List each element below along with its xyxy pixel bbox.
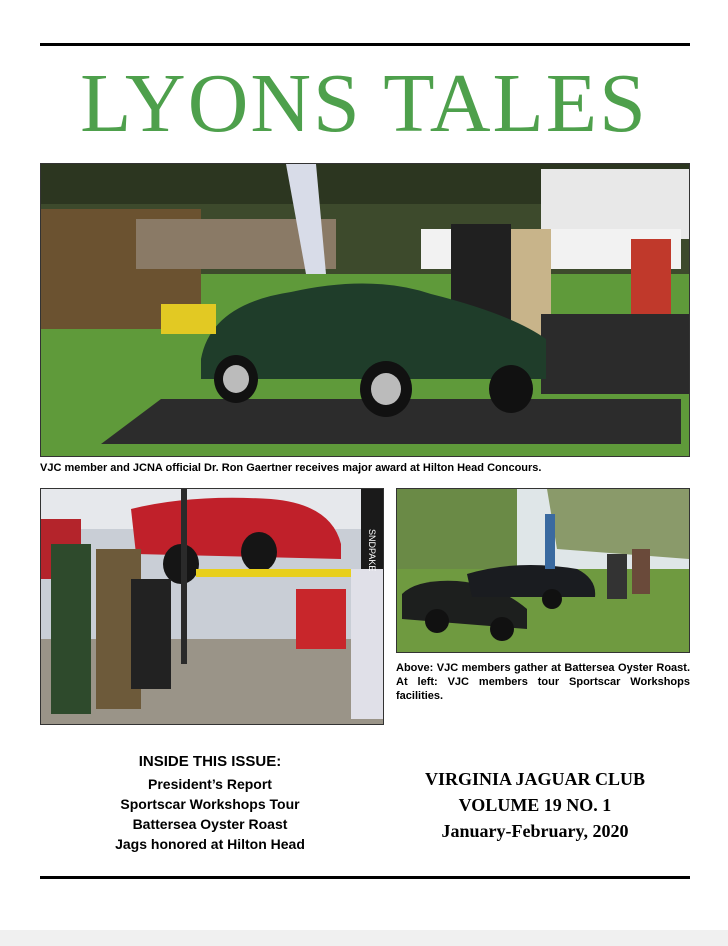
club-info bbox=[385, 766, 685, 844]
page-footer-band bbox=[0, 930, 728, 946]
contents-list bbox=[60, 774, 360, 854]
inside-this-issue bbox=[60, 752, 360, 854]
club-name: VIRGINIA JAGUAR CLUB bbox=[424, 769, 646, 789]
oyster-photo-caption: Above: VJC members gather at Battersea Oyster Roast. At left: VJC members tour Sportscar Workshops facilities. bbox=[396, 662, 690, 702]
inside-heading: INSIDE THIS ISSUE: bbox=[138, 753, 282, 770]
oyster-roast-photo bbox=[396, 488, 690, 653]
contents-item: Battersea Oyster Roast bbox=[132, 816, 288, 832]
contents-item: President’s Report bbox=[148, 776, 272, 792]
issue-date: January-February, 2020 bbox=[441, 821, 629, 841]
contents-item: Sportscar Workshops Tour bbox=[120, 796, 300, 812]
workshop-tour-photo bbox=[40, 488, 384, 725]
main-photo-caption: VJC member and JCNA official Dr. Ron Gaertner receives major award at Hilton Head Concours. bbox=[40, 462, 542, 474]
bottom-rule bbox=[40, 876, 690, 879]
contents-item: Jags honored at Hilton Head bbox=[115, 836, 305, 852]
masthead-title: LYONS TALES bbox=[80, 57, 648, 150]
volume-number: VOLUME 19 NO. 1 bbox=[458, 795, 612, 815]
concours-award-photo bbox=[40, 163, 690, 457]
workshop-sign-text: SNDPAKE bbox=[367, 529, 377, 572]
top-rule bbox=[40, 43, 690, 46]
